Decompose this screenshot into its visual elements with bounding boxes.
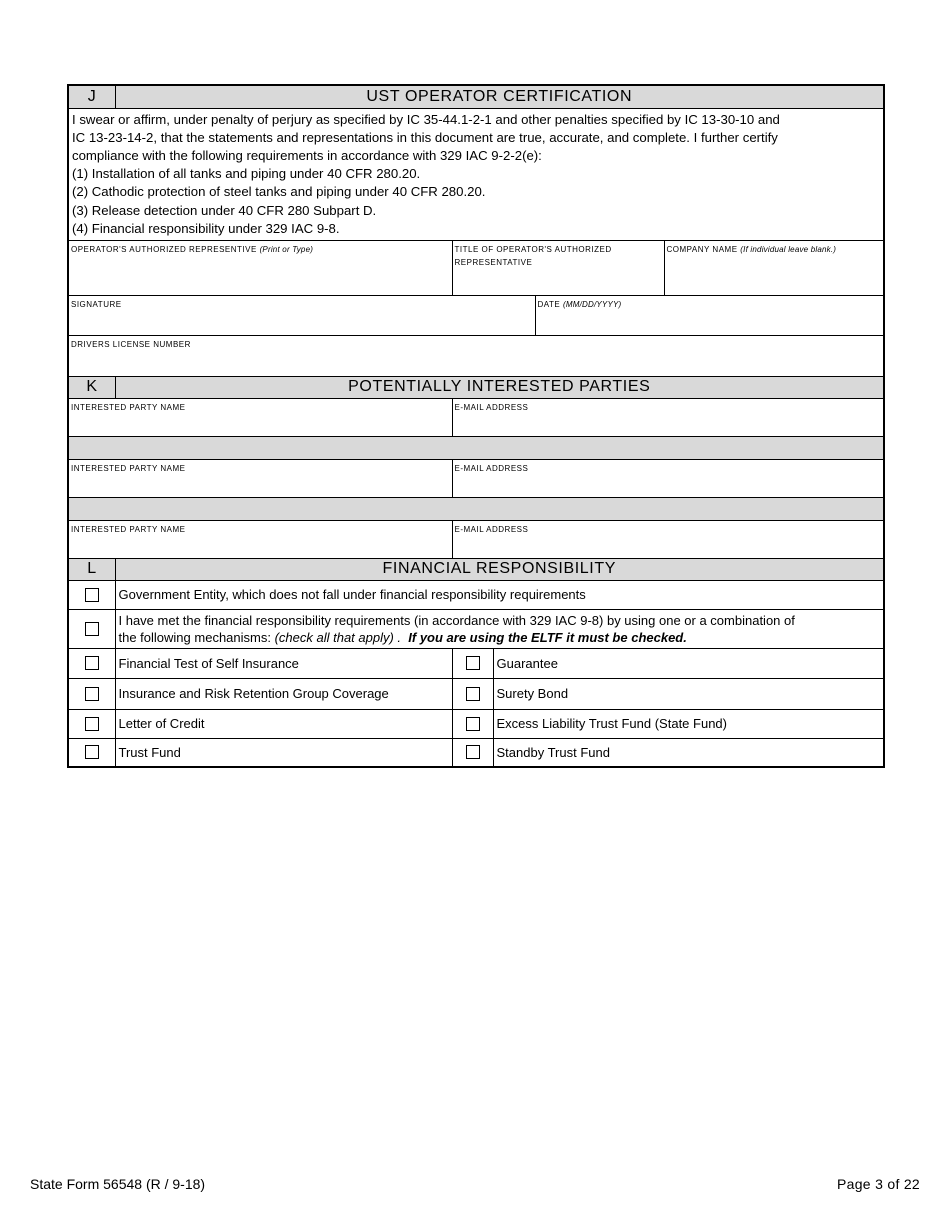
date-hint: (MM/DD/YYYY) (562, 299, 622, 309)
mechanism-label: Excess Liability Trust Fund (State Fund) (493, 709, 884, 738)
party-email-label: E-MAIL ADDRESS (454, 524, 529, 534)
interested-party-name-field[interactable] (68, 398, 452, 436)
government-entity-label: Government Entity, which does not fall under financial responsibility requirements (115, 580, 884, 609)
section-l-letter: L (68, 558, 115, 580)
section-k-letter: K (68, 376, 115, 398)
interested-party-name-field[interactable] (68, 459, 452, 497)
section-l-title: FINANCIAL RESPONSIBILITY (115, 558, 884, 580)
interested-party-email-field[interactable] (452, 520, 884, 558)
representative-name-field[interactable] (68, 240, 452, 295)
statement-line: IC 13-23-14-2, that the statements and representations in this document are true, accurate, and complete. I further certify (72, 129, 778, 145)
interested-party-name-field[interactable] (68, 520, 452, 558)
separator-bar (68, 497, 884, 520)
insurance-coverage-checkbox[interactable] (85, 687, 99, 701)
met-line-2: the following mechanisms: (118, 629, 275, 645)
statement-line: (1) Installation of all tanks and piping under 40 CFR 280.20. (72, 166, 421, 182)
mechanism-label: Letter of Credit (115, 709, 452, 738)
excess-liability-trust-fund-checkbox[interactable] (466, 717, 480, 731)
certification-statement (68, 108, 884, 240)
representative-title-field[interactable] (452, 240, 664, 295)
trust-fund-checkbox[interactable] (85, 745, 99, 759)
signature-field[interactable] (68, 295, 535, 335)
government-entity-checkbox[interactable] (85, 588, 99, 602)
met-line-1: I have met the financial responsibility requirements (in accordance with 329 IAC 9-8) by using one or a combination of (118, 612, 795, 628)
interested-party-email-field[interactable] (452, 398, 884, 436)
surety-bond-checkbox[interactable] (466, 687, 480, 701)
guarantee-checkbox[interactable] (466, 656, 480, 670)
party-name-label: INTERESTED PARTY NAME (71, 402, 186, 412)
mechanism-label: Financial Test of Self Insurance (115, 648, 452, 678)
section-k-title: POTENTIALLY INTERESTED PARTIES (115, 376, 884, 398)
party-email-label: E-MAIL ADDRESS (454, 463, 529, 473)
met-line-2-italic: (check all that apply) . (274, 629, 402, 645)
financial-test-checkbox[interactable] (85, 656, 99, 670)
met-line-2-bold: If you are using the ELTF it must be checked. (408, 629, 687, 645)
party-name-label: INTERESTED PARTY NAME (71, 463, 186, 473)
statement-line: compliance with the following requirements in accordance with 329 IAC 9-2-2(e): (72, 147, 542, 163)
date-field[interactable] (535, 295, 884, 335)
statement-line: (3) Release detection under 40 CFR 280 Subpart D. (72, 202, 377, 218)
company-hint: (If individual leave blank.) (740, 244, 837, 254)
financial-requirements-met-checkbox[interactable] (85, 622, 99, 636)
title-label-line2: REPRESENTATIVE (454, 257, 533, 267)
form-identifier: State Form 56548 (R / 9-18) (30, 1176, 206, 1192)
section-j-letter: J (68, 85, 115, 108)
mechanism-label: Standby Trust Fund (493, 738, 884, 767)
mechanism-label: Surety Bond (493, 678, 884, 709)
mechanism-label: Guarantee (493, 648, 884, 678)
mechanism-label: Trust Fund (115, 738, 452, 767)
statement-line: (2) Cathodic protection of steel tanks and piping under 40 CFR 280.20. (72, 184, 486, 200)
party-email-label: E-MAIL ADDRESS (454, 402, 529, 412)
form-page (67, 84, 883, 768)
interested-party-email-field[interactable] (452, 459, 884, 497)
section-j-title: UST OPERATOR CERTIFICATION (115, 85, 884, 108)
page-number: Page 3 of 22 (837, 1176, 920, 1192)
separator-bar (68, 436, 884, 459)
mechanism-label: Insurance and Risk Retention Group Coverage (115, 678, 452, 709)
certification-table (67, 84, 885, 768)
date-label: DATE (537, 299, 561, 309)
representative-hint: (Print or Type) (259, 244, 314, 254)
drivers-license-field[interactable] (68, 335, 884, 376)
party-name-label: INTERESTED PARTY NAME (71, 524, 186, 534)
drivers-license-label: DRIVERS LICENSE NUMBER (71, 339, 191, 349)
signature-label: SIGNATURE (71, 299, 122, 309)
financial-requirements-met-label (115, 609, 884, 648)
letter-of-credit-checkbox[interactable] (85, 717, 99, 731)
company-label: COMPANY NAME (666, 244, 738, 254)
standby-trust-fund-checkbox[interactable] (466, 745, 480, 759)
representative-label: OPERATOR'S AUTHORIZED REPRESENTIVE (71, 244, 257, 254)
statement-line: I swear or affirm, under penalty of perjury as specified by IC 35-44.1-2-1 and other penalties specified by IC 13-30-10 and (72, 111, 780, 127)
statement-line: (4) Financial responsibility under 329 IAC 9-8. (72, 220, 340, 236)
title-label-line1: TITLE OF OPERATOR'S AUTHORIZED (454, 244, 612, 254)
company-name-field[interactable] (664, 240, 884, 295)
